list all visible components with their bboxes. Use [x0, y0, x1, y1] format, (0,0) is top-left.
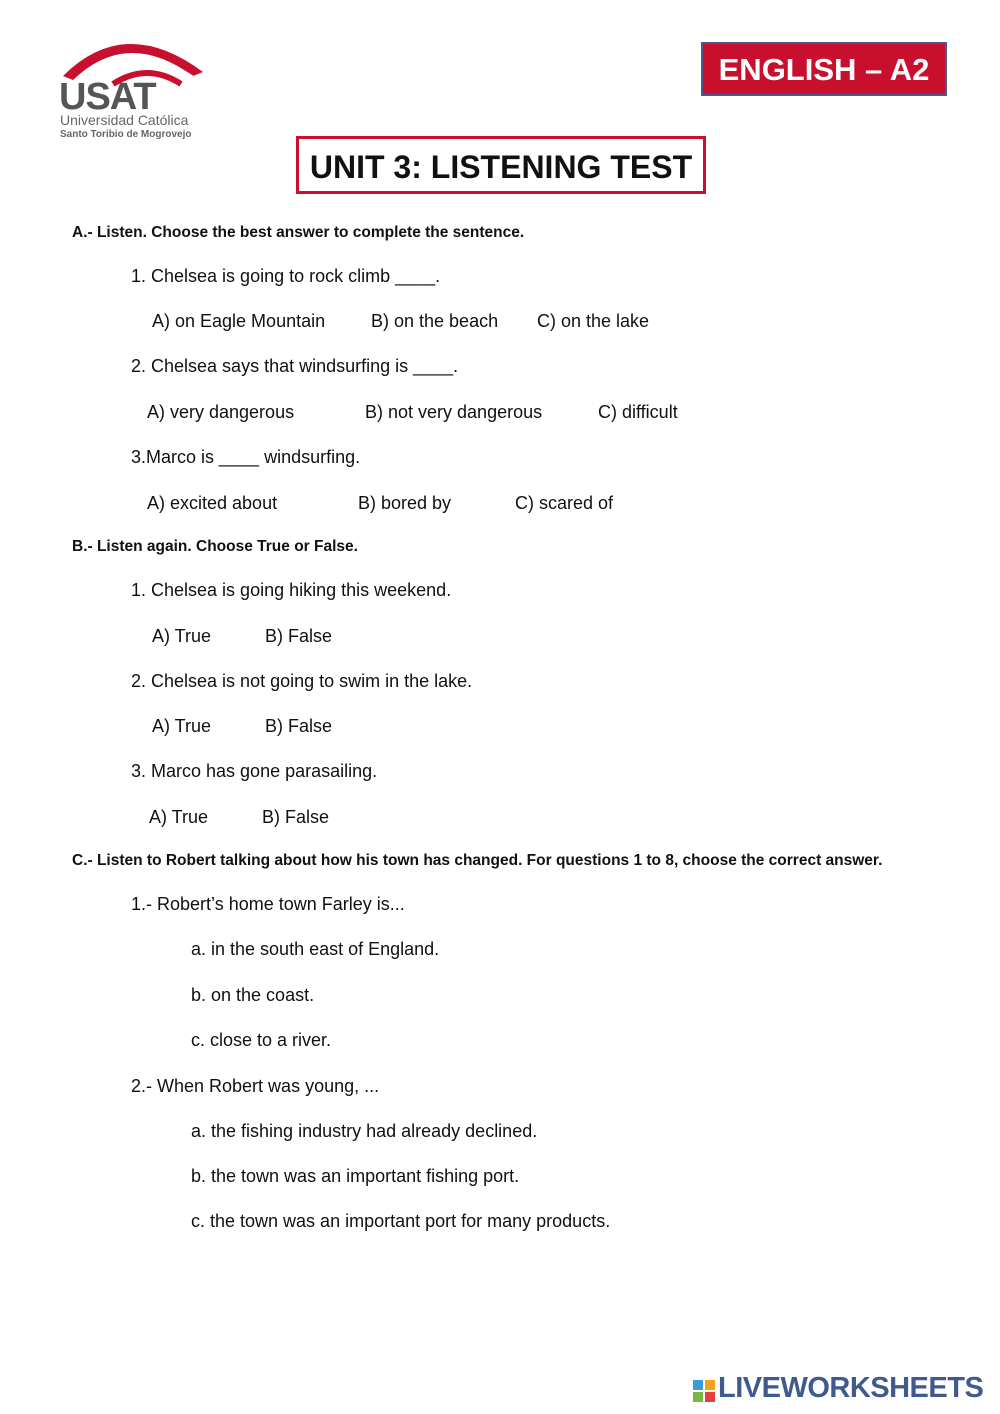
liveworksheets-wordmark: LIVEWORKSHEETS	[718, 1372, 984, 1404]
question-c2: 2.- When Robert was young, ...	[131, 1076, 380, 1096]
option-b1-b[interactable]: B) False	[265, 626, 333, 646]
logo-university-subname: Santo Toribio de Mogrovejo	[60, 129, 192, 140]
option-a1-c[interactable]: C) on the lake	[537, 311, 650, 331]
option-c2-b[interactable]: b. the town was an important fishing port.	[191, 1166, 520, 1186]
section-b-heading: B.- Listen again. Choose True or False.	[72, 538, 358, 555]
option-a2-a[interactable]: A) very dangerous	[147, 402, 295, 422]
question-b3: 3. Marco has gone parasailing.	[131, 761, 378, 781]
option-b3-b[interactable]: B) False	[262, 807, 330, 827]
option-c1-c[interactable]: c. close to a river.	[191, 1030, 332, 1050]
logo-wordmark: USAT	[59, 76, 156, 118]
question-b1: 1. Chelsea is going hiking this weekend.	[131, 580, 452, 600]
section-a-heading: A.- Listen. Choose the best answer to complete the sentence.	[72, 224, 525, 241]
option-b2-b[interactable]: B) False	[265, 716, 333, 736]
option-a1-b[interactable]: B) on the beach	[371, 311, 499, 331]
option-a2-c[interactable]: C) difficult	[598, 402, 678, 422]
option-c1-b[interactable]: b. on the coast.	[191, 985, 315, 1005]
question-a2: 2. Chelsea says that windsurfing is ____.	[131, 356, 459, 376]
question-b2: 2. Chelsea is not going to swim in the lake.	[131, 671, 473, 691]
option-b3-a[interactable]: A) True	[149, 807, 209, 827]
page-title: UNIT 3: LISTENING TEST	[296, 136, 706, 194]
option-a2-b[interactable]: B) not very dangerous	[365, 402, 543, 422]
logo-university-name: Universidad Católica	[60, 112, 189, 128]
question-a3: 3.Marco is ____ windsurfing.	[131, 447, 361, 467]
question-c1: 1.- Robert’s home town Farley is...	[131, 894, 405, 914]
question-a1: 1. Chelsea is going to rock climb ____.	[131, 266, 441, 286]
option-c1-a[interactable]: a. in the south east of England.	[191, 939, 440, 959]
option-c2-c[interactable]: c. the town was an important port for many products.	[191, 1211, 611, 1231]
option-a1-a[interactable]: A) on Eagle Mountain	[152, 311, 326, 331]
level-badge: ENGLISH – A2	[701, 42, 947, 96]
option-a3-a[interactable]: A) excited about	[147, 493, 278, 513]
option-b1-a[interactable]: A) True	[152, 626, 212, 646]
option-b2-a[interactable]: A) True	[152, 716, 212, 736]
option-a3-c[interactable]: C) scared of	[515, 493, 614, 513]
usat-logo	[55, 32, 215, 142]
liveworksheets-grid-icon	[693, 1380, 715, 1402]
option-a3-b[interactable]: B) bored by	[358, 493, 452, 513]
option-c2-a[interactable]: a. the fishing industry had already declined.	[191, 1121, 538, 1141]
section-c-heading: C.- Listen to Robert talking about how his town has changed. For questions 1 to 8, choose the correct answer.	[72, 852, 883, 869]
